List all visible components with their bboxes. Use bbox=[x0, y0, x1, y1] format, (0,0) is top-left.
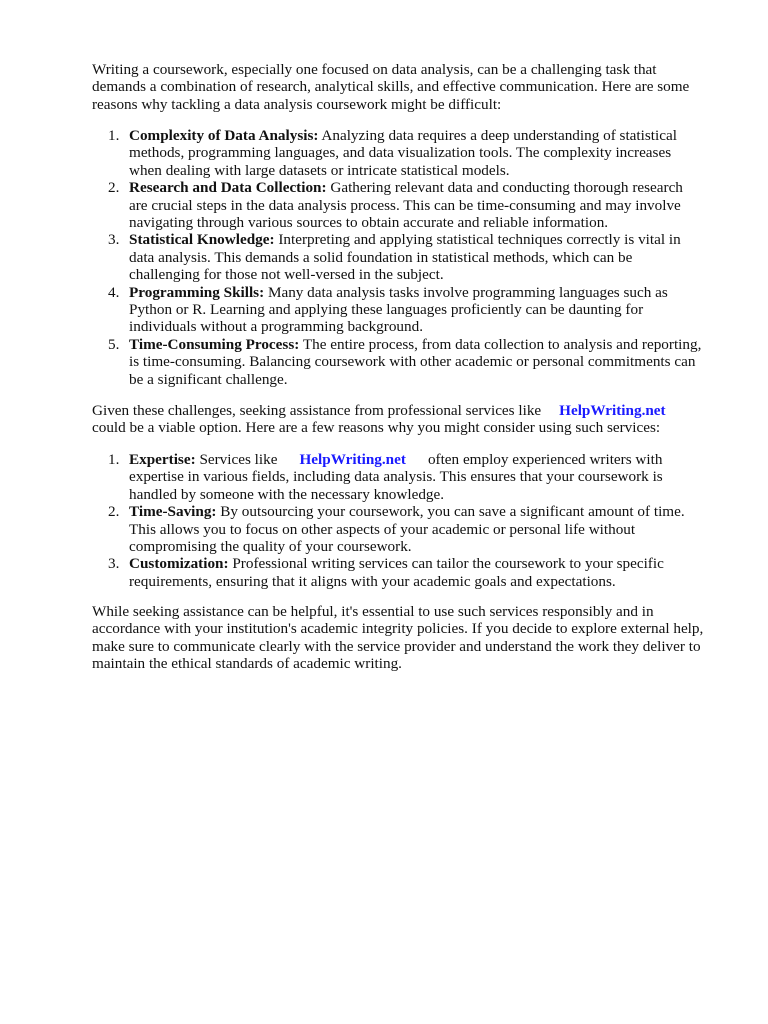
list-text: data analysis. This demands a solid foundation in statistical methods, which can be bbox=[129, 248, 633, 266]
closing-line: While seeking assistance can be helpful, it's essential to use such services responsibly and in bbox=[92, 603, 654, 620]
intro-line: demands a combination of research, analytical skills, and effective communication. Here are some bbox=[92, 78, 690, 96]
list-text: often employ experienced writers with bbox=[427, 451, 663, 468]
list-text: Professional writing services can tailor the coursework to your specific bbox=[232, 555, 664, 573]
closing-line: accordance with your institution's academic integrity policies. If you decide to explore external help, bbox=[92, 620, 704, 638]
list-text: Interpreting and applying statistical techniques correctly is vital in bbox=[278, 231, 681, 249]
list-text: is time-consuming. Balancing coursework with other academic or personal commitments can bbox=[129, 353, 696, 371]
list-term: Time-Consuming Process: bbox=[129, 335, 300, 353]
list-term: Time-Saving: bbox=[129, 503, 217, 521]
list-term: Customization: bbox=[129, 555, 229, 573]
list-number: 2. bbox=[108, 503, 120, 521]
list-text: be a significant challenge. bbox=[129, 370, 288, 388]
difficulties-list bbox=[92, 127, 732, 388]
helpwriting-link[interactable]: HelpWriting.net bbox=[299, 451, 406, 468]
list-term: Research and Data Collection: bbox=[129, 179, 327, 197]
list-number: 1. bbox=[108, 451, 120, 468]
list-text: By outsourcing your coursework, you can save a significant amount of time. bbox=[220, 503, 685, 521]
list-number: 5. bbox=[108, 335, 120, 353]
list-term: Complexity of Data Analysis: bbox=[129, 127, 319, 144]
list-text: when dealing with large datasets or intricate statistical models. bbox=[129, 161, 510, 179]
list-text: navigating through various sources to obtain accurate and reliable information. bbox=[129, 214, 609, 232]
closing-line: make sure to communicate clearly with the service provider and understand the work they deliver to bbox=[92, 637, 701, 655]
list-text: Python or R. Learning and applying these languages proficiently can be daunting for bbox=[129, 301, 644, 319]
list-text: methods, programming languages, and data visualization tools. The complexity increases bbox=[129, 144, 672, 162]
list-item-research bbox=[92, 179, 732, 231]
challenges-text: could be a viable option. Here are a few reasons why you might consider using such services: bbox=[92, 419, 661, 437]
list-number: 3. bbox=[108, 231, 120, 249]
list-text: are crucial steps in the data analysis process. This can be time-consuming and may involve bbox=[129, 196, 681, 214]
list-number: 1. bbox=[108, 127, 120, 144]
helpwriting-link[interactable]: HelpWriting.net bbox=[559, 402, 666, 419]
intro-line: reasons why tackling a data analysis coursework might be difficult: bbox=[92, 95, 502, 113]
list-text: requirements, ensuring that it aligns with your academic goals and expectations. bbox=[129, 572, 616, 590]
list-item-expertise bbox=[92, 451, 732, 503]
closing-paragraph bbox=[92, 603, 732, 673]
list-text: Gathering relevant data and conducting thorough research bbox=[330, 179, 683, 197]
list-text: challenging for those not well-versed in the subject. bbox=[129, 266, 444, 284]
list-text: individuals without a programming background. bbox=[129, 318, 423, 336]
closing-line: maintain the ethical standards of academic writing. bbox=[92, 655, 402, 673]
list-text: compromising the quality of your coursework. bbox=[129, 538, 412, 556]
list-item-time-consuming bbox=[92, 336, 732, 388]
list-text: Many data analysis tasks involve programming languages such as bbox=[267, 283, 668, 301]
list-text: Services like bbox=[199, 451, 278, 468]
list-number: 2. bbox=[108, 179, 120, 197]
challenges-text: Given these challenges, seeking assistance from professional services like bbox=[92, 402, 542, 419]
intro-paragraph bbox=[92, 61, 732, 113]
list-text: The entire process, from data collection to analysis and reporting, bbox=[302, 335, 702, 353]
list-item-statistical bbox=[92, 231, 732, 283]
list-item-complexity bbox=[92, 127, 732, 179]
list-text: Analyzing data requires a deep understanding of statistical bbox=[321, 127, 677, 144]
list-number: 3. bbox=[108, 555, 120, 573]
list-item-time-saving bbox=[92, 503, 732, 555]
list-item-programming bbox=[92, 284, 732, 336]
intro-line: Writing a coursework, especially one focused on data analysis, can be a challenging task that bbox=[92, 61, 657, 78]
list-text: This allows you to focus on other aspects of your academic or personal life without bbox=[129, 520, 636, 538]
reasons-list bbox=[92, 451, 732, 590]
list-number: 4. bbox=[108, 283, 120, 301]
list-item-customization bbox=[92, 555, 732, 590]
challenges-paragraph bbox=[92, 402, 732, 437]
list-term: Expertise: bbox=[129, 451, 196, 468]
list-text: expertise in various fields, including data analysis. This ensures that your coursework is bbox=[129, 468, 663, 486]
list-term: Programming Skills: bbox=[129, 283, 265, 301]
list-term: Statistical Knowledge: bbox=[129, 231, 275, 249]
list-text: handled by someone with the necessary knowledge. bbox=[129, 485, 445, 503]
